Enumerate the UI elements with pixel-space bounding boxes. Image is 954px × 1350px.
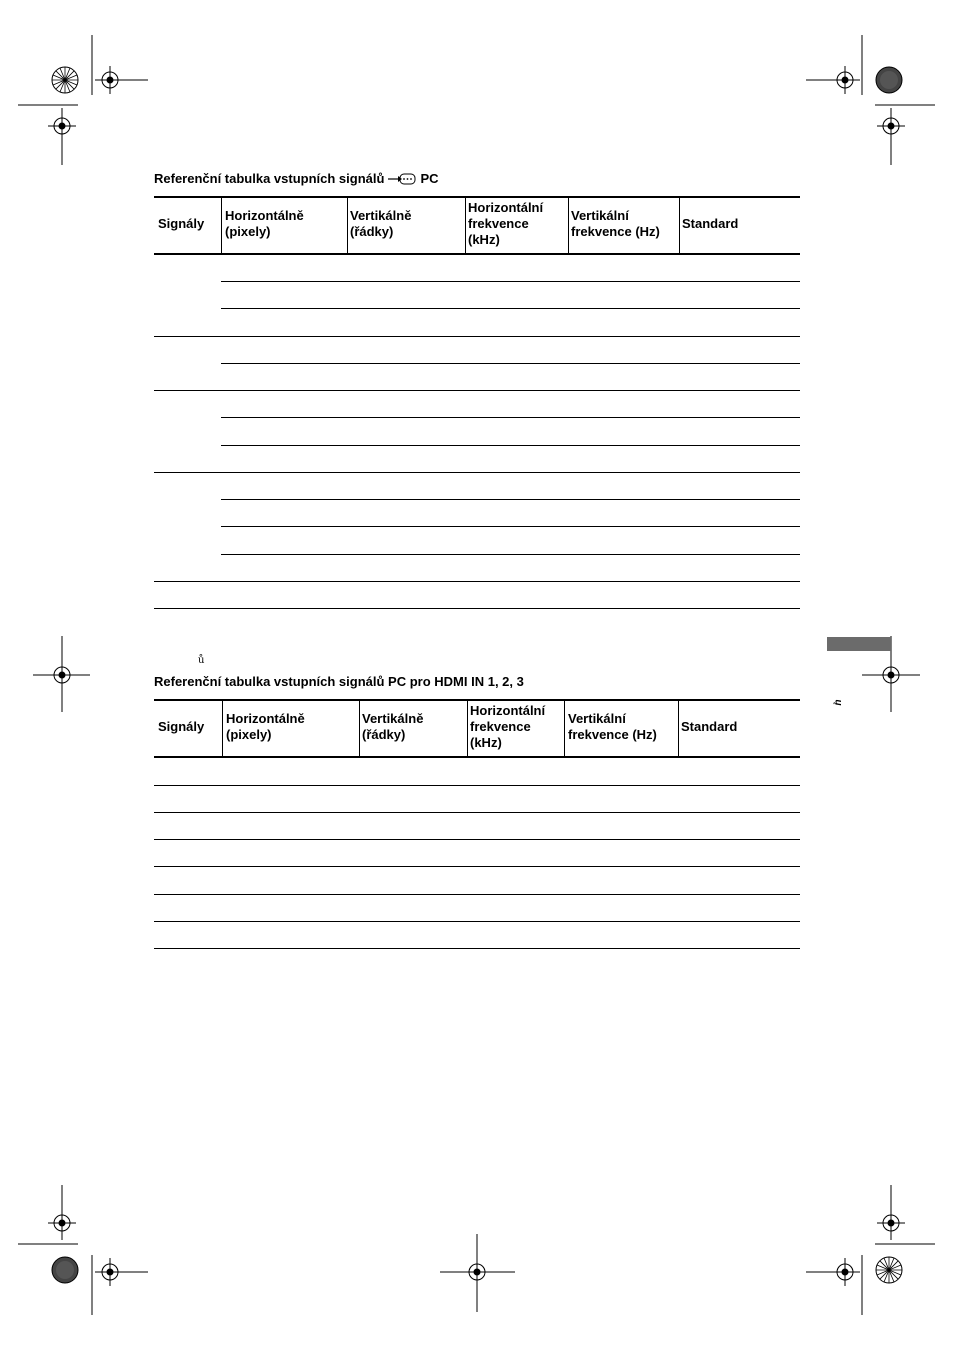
table-row bbox=[154, 839, 800, 840]
table1-header-horiz-freq: Horizontální frekvence (kHz) bbox=[468, 200, 544, 247]
table-row bbox=[154, 785, 800, 786]
table2-header-vert-lines: Vertikálně (řádky) bbox=[362, 711, 424, 742]
stray-glyph: ů bbox=[198, 655, 205, 666]
table-row bbox=[154, 921, 800, 922]
table1-header-vert-lines: Vertikálně (řádky) bbox=[350, 208, 412, 239]
table1-header-horiz-pixels: Horizontálně (pixely) bbox=[225, 208, 304, 239]
table1-caption-text: Referenční tabulka vstupních signálů bbox=[154, 171, 385, 186]
table-row bbox=[154, 390, 800, 391]
table-row bbox=[154, 608, 800, 609]
table-row bbox=[221, 308, 800, 309]
table-row bbox=[154, 894, 800, 895]
section-tab-block bbox=[827, 637, 891, 651]
table-row bbox=[221, 526, 800, 527]
table-row bbox=[221, 281, 800, 282]
table2-header-horiz-freq: Horizontální frekvence (kHz) bbox=[470, 703, 546, 750]
table-row bbox=[154, 948, 800, 949]
pc-input-icon bbox=[387, 172, 417, 189]
table1-caption-pc: PC bbox=[420, 171, 439, 186]
table-row bbox=[221, 445, 800, 446]
table1-header-vert-freq: Vertikální frekvence (Hz) bbox=[571, 208, 660, 239]
table2-header-signals: Signály bbox=[158, 719, 205, 734]
table-row bbox=[221, 554, 800, 555]
table1-header-standard: Standard bbox=[682, 216, 739, 231]
table2-header-vert-freq: Vertikální frekvence (Hz) bbox=[568, 711, 657, 742]
table1-caption bbox=[154, 171, 439, 189]
table-row bbox=[154, 812, 800, 813]
table2-header-standard: Standard bbox=[681, 719, 738, 734]
table2-header-horiz-pixels: Horizontálně (pixely) bbox=[226, 711, 305, 742]
section-tab-label: ų bbox=[832, 699, 844, 706]
table-row bbox=[221, 417, 800, 418]
table-row bbox=[154, 472, 800, 473]
table-row bbox=[221, 499, 800, 500]
table-row bbox=[154, 581, 800, 582]
table-row bbox=[154, 336, 800, 337]
table-row bbox=[154, 866, 800, 867]
table2-caption: Referenční tabulka vstupních signálů PC pro HDMI IN 1, 2, 3 bbox=[154, 674, 524, 689]
table1-header-signals: Signály bbox=[158, 216, 205, 231]
table-row bbox=[221, 363, 800, 364]
